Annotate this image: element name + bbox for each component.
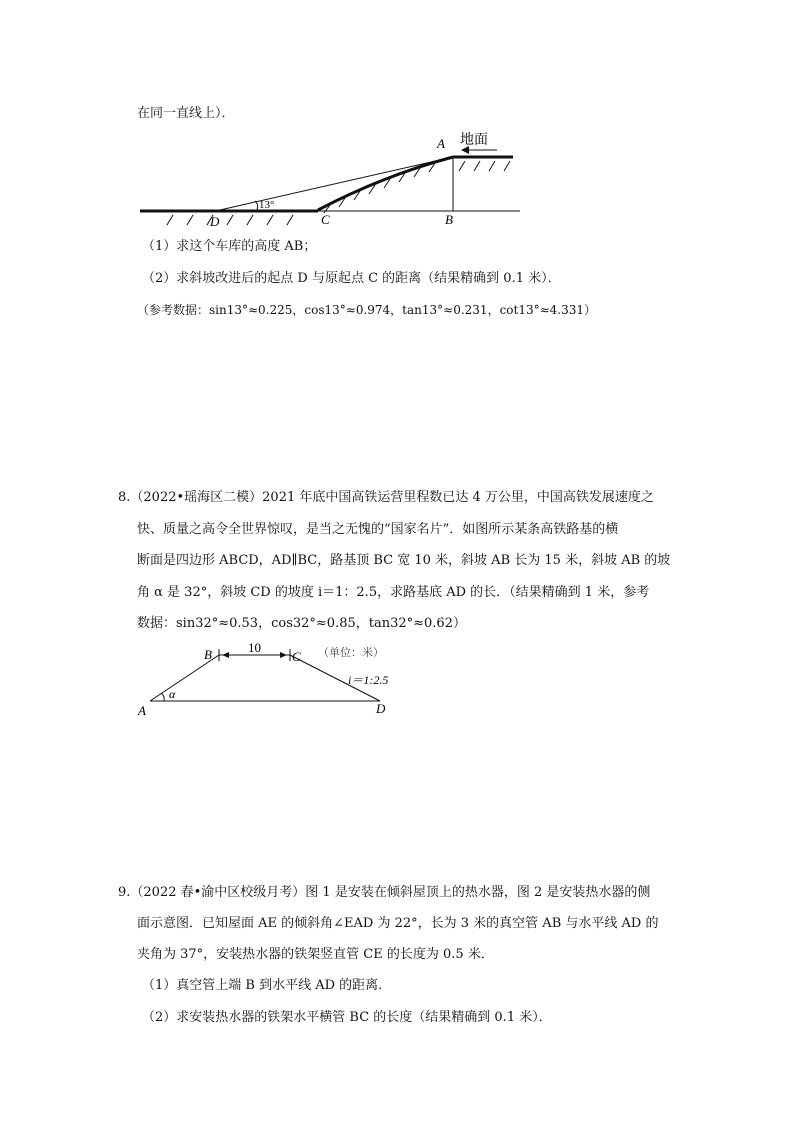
label-D: D bbox=[376, 701, 386, 716]
label-ground: 地面 bbox=[460, 133, 488, 148]
q8-trapezoid-figure bbox=[132, 640, 432, 720]
label-D: D bbox=[210, 214, 220, 229]
label-alpha: α bbox=[169, 687, 176, 701]
label-C: C bbox=[292, 649, 301, 664]
lower-hatch bbox=[167, 215, 293, 225]
label-B: B bbox=[204, 647, 212, 662]
label-unit: （单位：米） bbox=[318, 647, 384, 659]
q8-line4: 角 α 是 32°，斜坡 CD 的坡度 i＝1：2.5，求路基底 AD 的长．（结果精确到 1 米，参考 bbox=[137, 585, 650, 600]
label-A: A bbox=[138, 703, 146, 718]
label-B: B bbox=[445, 212, 453, 227]
q8-line1: 8.（2022•瑶海区二模）2021 年底中国高铁运营里程数已达 4 万公里，中国高铁发展速度之 bbox=[118, 490, 654, 505]
q9-part2: （2）求安装热水器的铁架水平横管 BC 的长度（结果精确到 0.1 米）． bbox=[142, 1010, 552, 1025]
dim-arrow-right bbox=[280, 652, 287, 658]
q9-line3: 夹角为 37°，安装热水器的铁架竖直管 CE 的长度为 0.5 米． bbox=[137, 947, 494, 962]
q8-line5: 数据：sin32°≈0.53，cos32°≈0.85，tan32°≈0.62） bbox=[137, 616, 466, 631]
label-C: C bbox=[321, 212, 330, 227]
label-slope: i＝1:2.5 bbox=[348, 673, 389, 687]
q9-line2: 面示意图．已知屋面 AE 的倾斜角∠EAD 为 22°，长为 3 米的真空管 AB 与水平线 AD 的 bbox=[137, 916, 659, 931]
q7-ramp-figure bbox=[135, 130, 535, 230]
alpha-arc bbox=[161, 693, 164, 701]
slope-hatch bbox=[324, 163, 435, 213]
q9-line1: 9.（2022 春•渝中区校级月考）图 1 是安装在倾斜屋顶上的热水器，图 2 是安装热水器的侧 bbox=[118, 885, 651, 900]
upper-hatch bbox=[459, 161, 510, 171]
q7-part1: （1）求这个车库的高度 AB； bbox=[142, 239, 317, 254]
dim-arrow-left bbox=[222, 652, 229, 658]
q7-continuation: 在同一直线上）． bbox=[137, 106, 235, 121]
q9-part1: （1）真空管上端 B 到水平线 AD 的距离． bbox=[142, 978, 392, 993]
label-angle: 13° bbox=[259, 199, 275, 211]
q7-reference-data: （参考数据：sin13°≈0.225，cos13°≈0.974，tan13°≈0.231，cot13°≈4.331） bbox=[137, 303, 597, 317]
q7-part2: （2）求斜坡改进后的起点 D 与原起点 C 的距离（结果精确到 0.1 米）． bbox=[142, 271, 561, 286]
label-width: 10 bbox=[248, 640, 261, 655]
q8-line2: 快、质量之高令全世界惊叹，是当之无愧的“国家名片”．如图所示某条高铁路基的横 bbox=[137, 522, 619, 537]
q8-line3: 断面是四边形 ABCD，AD∥BC，路基顶 BC 宽 10 米，斜坡 AB 长为 15 米，斜坡 AB 的坡 bbox=[137, 553, 671, 568]
label-A: A bbox=[437, 136, 445, 151]
